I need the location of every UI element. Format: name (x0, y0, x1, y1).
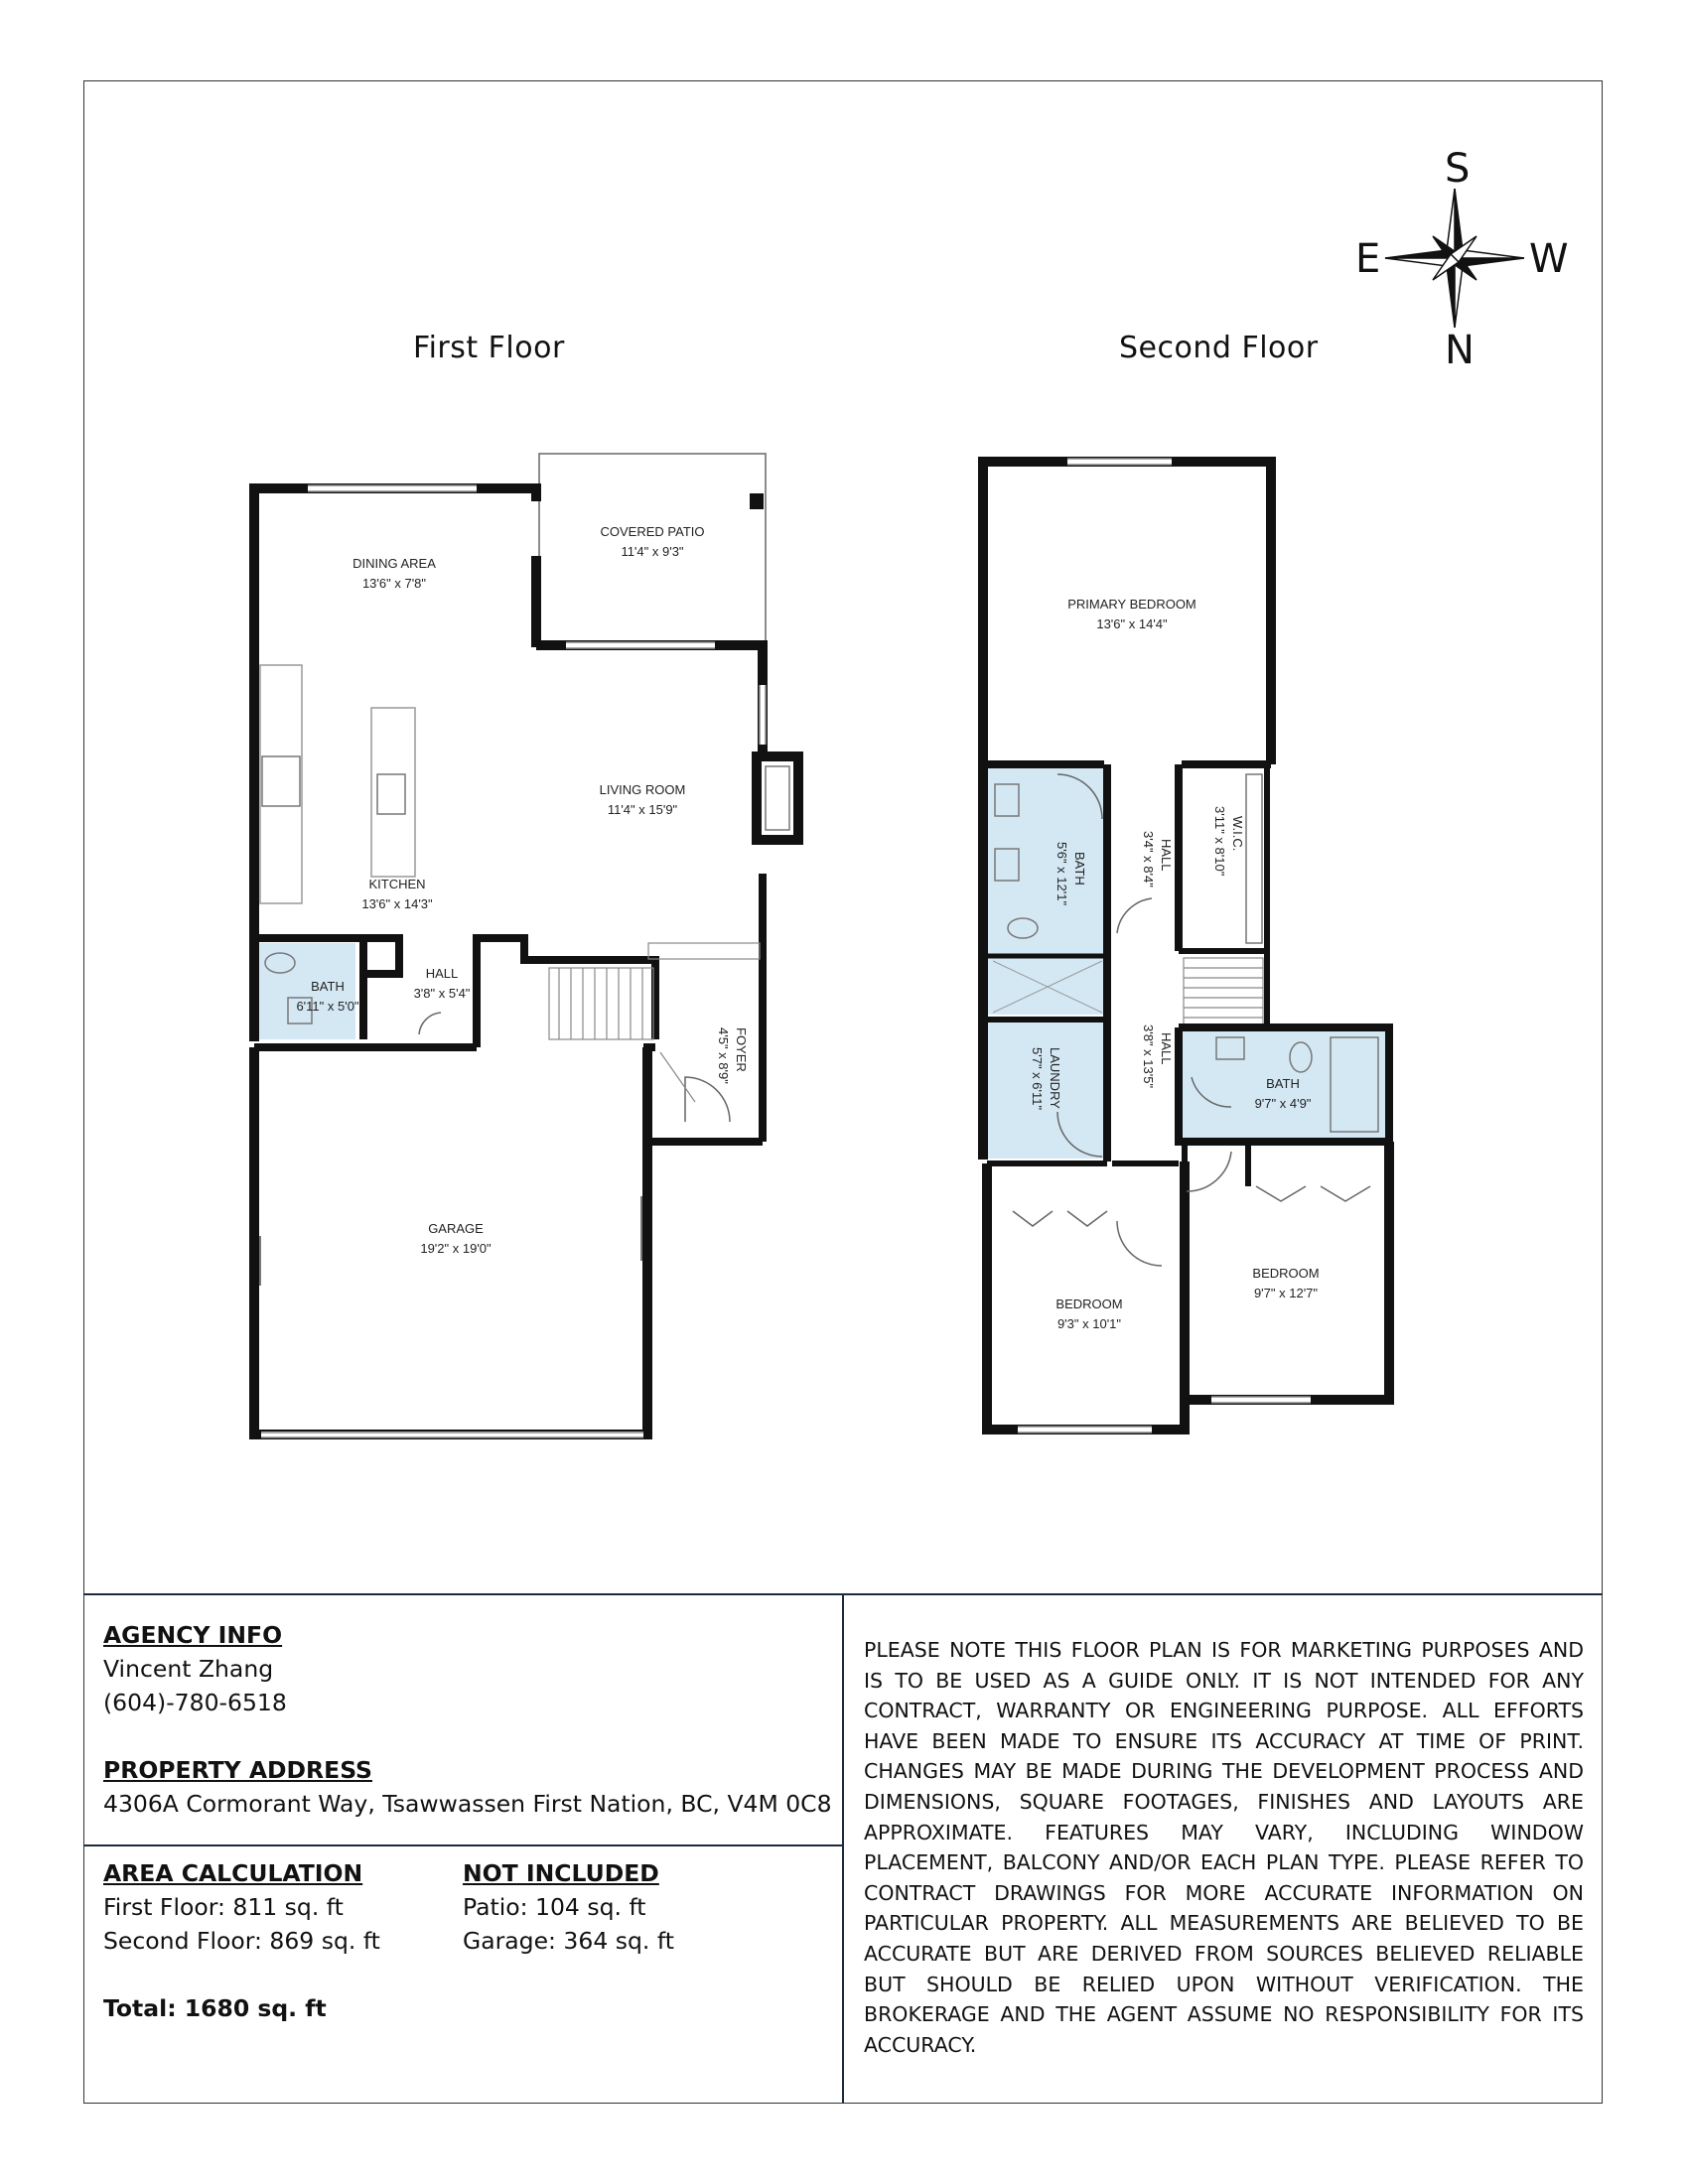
not-included-patio: Patio: 104 sq. ft (463, 1893, 646, 1921)
room-name: PRIMARY BEDROOM (1067, 597, 1196, 612)
room-dim: 13'6" x 7'8" (361, 576, 427, 591)
room-dim: 9'3" x 10'1" (1056, 1316, 1122, 1331)
room-dim: 13'6" x 14'3" (361, 896, 433, 911)
compass-letter-left: E (1355, 236, 1381, 282)
panel-divider-vertical (842, 1593, 844, 2104)
room-name: BEDROOM (1252, 1266, 1320, 1281)
not-included (463, 1856, 674, 1958)
compass-letter-right: W (1529, 236, 1569, 282)
area-heading: AREA CALCULATION (103, 1859, 363, 1887)
room-dim: 5'6" x 12'1" (1055, 842, 1069, 906)
disclaimer-text: PLEASE NOTE THIS FLOOR PLAN IS FOR MARKETING PURPOSES AND IS TO BE USED AS A GUIDE ONLY. IT IS NOT INTENDED FOR ANY CONTRACT, WARRANTY OR ENGINEERING PURPOSE. ALL EFFORTS HAVE BEEN MADE TO ENSURE ITS ACCURACY AT TIME OF PRINT. CHANGES MAY BE MADE DURING THE DEVELOPMENT PROCESS AND DIMENSIONS, SQUARE FOOTAGES, FINISHES AND LAYOUTS ARE APPROXIMATE. FEATURES MAY VARY, INCLUDING WINDOW PLACEMENT, BALCONY AND/OR EACH PLAN TYPE. PLEASE REFER TO CONTRACT DRAWINGS FOR MORE ACCURATE INFORMATION ON PARTICULAR PROPERTY. ALL MEASUREMENTS ARE BELIEVED TO BE ACCURATE BUT ARE DERIVED FROM SOURCES BELIEVED RELIABLE BUT SHOULD BE RELIED UPON WITHOUT VERIFICATION. THE BROKERAGE AND THE AGENT ASSUME NO RESPONSIBILITY FOR ITS ACCURACY. (864, 1638, 1584, 2057)
agency-phone: (604)-780-6518 (103, 1689, 287, 1716)
room-name: DINING AREA (352, 556, 436, 571)
room-name: BATH (311, 979, 345, 994)
room-dim: 3'4" x 8'4" (1141, 831, 1156, 887)
agency-heading: AGENCY INFO (103, 1621, 283, 1649)
agency-name: Vincent Zhang (103, 1655, 274, 1683)
hall2-label-rotated (1141, 1024, 1174, 1088)
compass-letter-top: S (1445, 146, 1471, 192)
room-name: BATH (1266, 1076, 1300, 1091)
room-name: KITCHEN (368, 877, 426, 891)
not-included-garage: Garage: 364 sq. ft (463, 1927, 674, 1955)
agency-info (103, 1618, 832, 1821)
room-dim: 3'8" x 13'5" (1141, 1024, 1156, 1089)
property-heading: PROPERTY ADDRESS (103, 1756, 372, 1784)
room-dim: 13'6" x 14'4" (1096, 616, 1168, 631)
room-name: GARAGE (428, 1221, 484, 1236)
second-floor-title: Second Floor (1119, 331, 1319, 365)
room-dim: 11'4" x 15'9" (607, 802, 678, 817)
first-floor-title: First Floor (413, 331, 565, 365)
area-second-floor: Second Floor: 869 sq. ft (103, 1927, 380, 1955)
room-name: HALL (1159, 839, 1174, 872)
area-first-floor: First Floor: 811 sq. ft (103, 1893, 344, 1921)
compass-letter-bottom: N (1445, 328, 1475, 373)
room-dim: 4'5" x 8'9" (716, 1027, 731, 1084)
room-dim: 3'8" x 5'4" (413, 986, 471, 1001)
not-included-heading: NOT INCLUDED (463, 1859, 659, 1887)
room-name: W.I.C. (1230, 816, 1245, 852)
room-name: LAUNDRY (1048, 1047, 1062, 1109)
room-dim: 19'2" x 19'0" (420, 1241, 492, 1256)
room-name: LIVING ROOM (599, 782, 686, 797)
hall-label-rotated (1141, 831, 1174, 887)
room-dim: 6'11" x 5'0" (296, 999, 359, 1014)
room-name: COVERED PATIO (600, 524, 705, 539)
room-name: FOYER (734, 1027, 749, 1072)
room-name: BATH (1072, 852, 1087, 886)
room-dim: 3'11" x 8'10" (1212, 806, 1227, 877)
room-dim: 9'7" x 4'9" (1254, 1096, 1312, 1111)
room-dim: 11'4" x 9'3" (621, 544, 684, 559)
area-calculation (103, 1856, 380, 2025)
panel-divider-horizontal (83, 1844, 842, 1846)
room-dim: 9'7" x 12'7" (1253, 1286, 1319, 1300)
foyer-label (716, 1027, 749, 1084)
area-total: Total: 1680 sq. ft (103, 1994, 327, 2022)
property-address: 4306A Cormorant Way, Tsawwassen First Nation, BC, V4M 0C8 (103, 1790, 832, 1818)
room-dim: 5'7" x 6'11" (1030, 1047, 1045, 1111)
room-name: BEDROOM (1055, 1297, 1123, 1311)
first-floor-plan (254, 454, 798, 1437)
wic-label-rotated (1212, 806, 1245, 877)
room-name: HALL (1159, 1032, 1174, 1065)
room-name: HALL (425, 966, 459, 981)
